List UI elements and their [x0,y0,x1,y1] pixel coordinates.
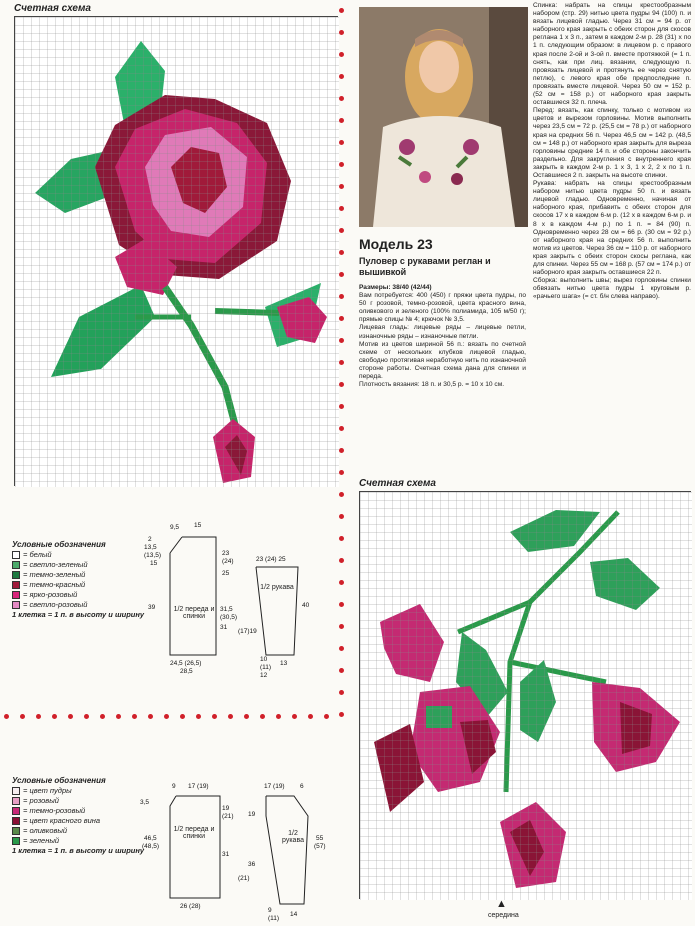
model-photo-illustration [359,7,528,227]
svg-text:17 (19): 17 (19) [188,783,209,790]
legend-bottom-note: 1 клетка = 1 п. в высоту и ширину [12,846,145,855]
svg-text:19: 19 [248,811,256,818]
assembly-instructions: Сборка: выполнить швы; вырез горловины спинки обвязать нитью цвета пудры 1 круговым р. «рачьего шага» (= ст. б/н слева направо). [533,277,691,301]
legend-bottom-item: = цвет красного вина [12,816,144,826]
svg-text:10: 10 [260,656,268,663]
legend-top [12,540,144,620]
svg-text:(11): (11) [260,664,272,671]
swatch-powder [12,787,20,795]
svg-text:23 (24) 25: 23 (24) 25 [256,556,286,563]
swatch-olive [12,827,20,835]
swatch-bright-pink [12,591,20,599]
svg-text:13: 13 [280,660,288,667]
swatch-dark-red [12,581,20,589]
swatch-light-green [12,561,20,569]
svg-text:(24): (24) [222,558,234,565]
top-scheme-title: Счетная схема [14,3,91,14]
legend-top-item: = темно-красный [12,580,144,590]
svg-text:14: 14 [290,911,298,918]
svg-text:15: 15 [150,560,158,567]
legend-top-note: 1 клетка = 1 п. в высоту и ширину [12,610,145,619]
swatch-pink [12,797,20,805]
swatch-wine [12,817,20,825]
model-photo [359,7,528,227]
svg-text:(30,5): (30,5) [220,614,237,621]
svg-text:9: 9 [172,783,176,790]
legend-bottom [12,776,144,856]
sleeves-instructions: Рукава: набрать на спицы крестообразным набором нитью цвета пудры 50 п. и вязать лицевой гладью. Одновременно, начиная от наборного края, прибавить с обеих сторон для скосов 17 х в каждом 6-м р. (12 х в каждом 6-м р. и 8 х в каждом 4-м р.) по 1 п. = 84 (90) п. Одновременно через 28 см = 66 р. (30 см = 92 р.) от наборного края на средних 56 п. выполнить мотив из цветов. Через 36 см = 110 р. от наборного края закрыть с обеих сторон скосы реглана, как для спинки. Через 55 см = 168 р. (57 см = 174 р.) от наборного края закрыть оставшиеся 22 п. [533,180,691,277]
svg-text:6: 6 [300,783,304,790]
svg-text:2: 2 [148,536,152,543]
svg-text:(11): (11) [268,915,280,922]
svg-text:12: 12 [260,672,268,679]
legend-top-item: = светло-зеленый [12,560,144,570]
svg-text:(21): (21) [238,875,250,882]
swatch-white [12,551,20,559]
legend-bottom-item: = розовый [12,796,144,806]
legend-top-heading: Условные обозначения [12,540,106,549]
materials-text: Вам потребуется: 400 (450) г пряжи цвета пудры, по 50 г розовой, темно-розовой, цвета красного вина, оливкового и зеленого (100% полиамида, 105 м/50 г); прямые спицы № 4; крючок № 3,5. [359,292,526,324]
fuchsia-chart [359,491,691,899]
back-instructions: Спинка: набрать на спицы крестообразным набором (стр. 29) нитью цвета пудры 94 (100) п. и вязать лицевой гладью. Через 31 см = 94 р. от наборного края закрыть с обеих сторон для скосов реглана 1 х 3 п., затем в каждом 2-м р. 28 (31) х по 1 п. следующим образом: в лицевом р. с правого края после 2-ой и 3-ой п. вместе протяжкой (= 1 п. снять, как при лиц. вязании, следующую п. провязать лицевой и протянуть ее через снятую петлю), с левого края обе предпоследние п. провязать вместе лицевой. Через 50 см = 152 р. (52 см = 158 р.) от наборного края закрыть оставшиеся 32 п. плеча. [533,2,691,107]
schematic-bottom [140,776,340,922]
svg-text:23: 23 [222,550,230,557]
svg-text:17 (19): 17 (19) [264,783,285,790]
legend-bottom-item: = темно-розовый [12,806,144,816]
schematic-top [140,515,330,679]
sch-top-num: 9,5 [170,524,180,531]
svg-text:40: 40 [302,602,310,609]
svg-text:19: 19 [222,805,230,812]
rose-chart [14,16,338,486]
center-arrow-icon: ▲ [496,898,507,910]
divider-dots-h [0,714,340,720]
center-label: середина [488,912,519,919]
svg-text:26 (28): 26 (28) [180,903,201,910]
svg-text:36: 36 [248,861,256,868]
sch-bottom-sleeve-label: 1/2 рукава [282,830,304,844]
legend-bottom-item: = зеленый [12,836,144,846]
legend-top-item: = белый [12,550,144,560]
svg-text:31: 31 [222,851,230,858]
svg-text:(21): (21) [222,813,234,820]
sch-top-sleeve-label: 1/2 рукава [260,584,294,591]
svg-text:3,5: 3,5 [140,799,150,806]
swatch-green [12,837,20,845]
model-title: Модель 23 [359,236,433,252]
motif-text: Мотив из цветов шириной 56 п.: вязать по счетной схеме от нескольких клубков лицевой гладью, свободно протягивая неработную нить по изнаночной стороне работы. Счетная схема дана для спинки и переда. [359,340,526,381]
svg-text:25: 25 [222,570,230,577]
svg-text:46,5: 46,5 [144,835,157,842]
instructions-column [533,2,691,301]
front-instructions: Перед: вязать, как спинку, только с мотивом из цветов и вырезом горловины. Мотив выполнить через 23,5 см = 72 р. (25,5 см = 78 р.) от наборного края на средних 56 п. Через 46,5 см = 142 р. (48,5 см = 148 р.) от наборного края закрыть для выреза горловины средние 14 п. и обе стороны закончить раздельно. Для закругления с внутреннего края закрыть в каждом 2-м р. 1 х 3, 1 х 2, 2 х по 1 п. Оставшиеся 2 п. закрыть на высоте спинки. [533,107,691,179]
svg-text:15: 15 [194,522,202,529]
bottom-scheme-title: Счетная схема [359,478,436,489]
svg-text:24,5 (26,5): 24,5 (26,5) [170,660,202,667]
svg-text:(57): (57) [314,843,326,850]
svg-text:28,5: 28,5 [180,668,193,675]
legend-bottom-heading: Условные обозначения [12,776,106,785]
svg-text:55: 55 [316,835,324,842]
stitch-text: Лицевая гладь: лицевые ряды – лицевые петли, изнаночные ряды – изнаночные петли. [359,324,526,340]
legend-bottom-item: = цвет пудры [12,786,144,796]
divider-dots-v [339,0,345,720]
swatch-dark-pink [12,807,20,815]
sch-bottom-body-label: 1/2 переда и спинки [173,826,215,840]
legend-top-item: = светло-розовый [12,600,144,610]
svg-text:(48,5): (48,5) [142,843,159,850]
rose-motif-svg [15,17,339,487]
svg-text:13,5: 13,5 [144,544,157,551]
swatch-dark-green [12,571,20,579]
model-subtitle: Пуловер с рукавами реглан и вышивкой [359,256,491,277]
sizes-text: Размеры: 38/40 (42/44) [359,284,432,291]
svg-text:31,5: 31,5 [220,606,233,613]
legend-bottom-item: = оливковый [12,826,144,836]
svg-text:9: 9 [268,907,272,914]
svg-text:(17)19: (17)19 [238,628,257,635]
sch-top-body-label: 1/2 переда и спинки [173,606,215,620]
svg-text:(13,5): (13,5) [144,552,161,559]
svg-text:39: 39 [148,604,156,611]
legend-top-item: = темно-зеленый [12,570,144,580]
model-details [359,284,526,389]
svg-text:31: 31 [220,624,228,631]
density-text: Плотность вязания: 18 п. и 30,5 р. = 10 х 10 см. [359,381,505,389]
fuchsia-motif-svg [360,492,692,900]
legend-top-item: = ярко-розовый [12,590,144,600]
swatch-light-pink [12,601,20,609]
